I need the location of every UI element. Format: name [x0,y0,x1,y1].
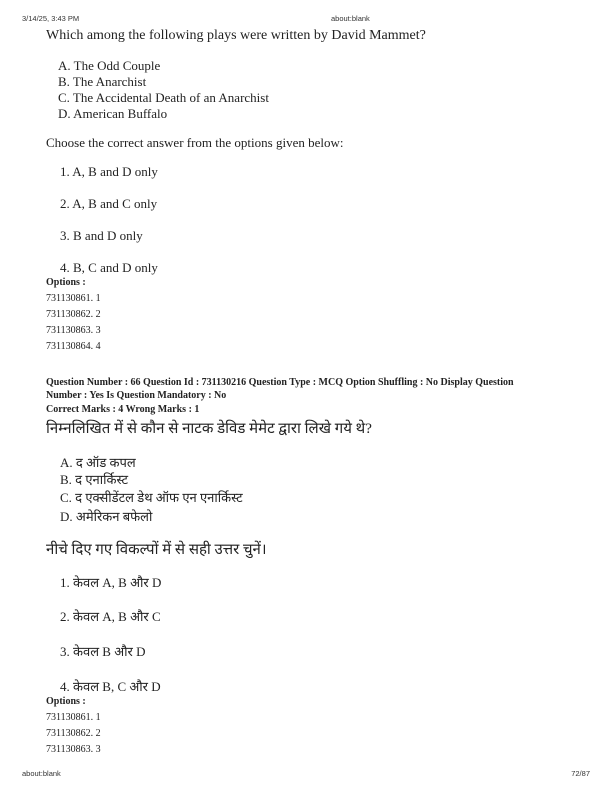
question-text-hindi: निम्नलिखित में से कौन से नाटक डेविड मेमेट द्वारा लिखे गये थे? [46,421,372,437]
option-code: 731130863. 3 [46,325,101,336]
statement-item: A. द ऑड कपल [60,455,136,470]
answer-choice: 4. B, C and D only [60,260,158,275]
answer-choice: 2. केवल A, B और C [60,609,161,624]
option-code: 731130864. 4 [46,341,101,352]
statement-item: A. The Odd Couple [58,58,161,73]
instruction-text: Choose the correct answer from the options given below: [46,135,344,150]
question-text: Which among the following plays were written by David Mammet? [46,28,426,43]
print-datetime: 3/14/25, 3:43 PM [22,14,80,23]
answer-choice: 1. केवल A, B और D [60,575,162,590]
statement-item: B. The Anarchist [58,74,147,89]
options-label: Options : [46,696,86,707]
options-label: Options : [46,277,86,288]
instruction-text: नीचे दिए गए विकल्पों में से सही उत्तर चुनें। [46,542,267,558]
statement-item: C. The Accidental Death of an Anarchist [58,90,269,105]
answer-choice: 1. A, B and D only [60,164,158,179]
answer-choice: 4. केवल B, C और D [60,679,161,694]
question-meta: Number : Yes Is Question Mandatory : No [46,390,227,401]
statement-item: B. द एनार्किस्ट [60,472,129,487]
answer-choice: 3. B and D only [60,228,143,243]
question-marks: Correct Marks : 4 Wrong Marks : 1 [46,404,200,415]
option-code: 731130862. 2 [46,728,101,739]
answer-choice: 2. A, B and C only [60,196,158,211]
print-url: about:blank [331,14,370,23]
option-code: 731130861. 1 [46,293,101,304]
answer-choice: 3. केवल B और D [60,644,146,659]
statement-item: D. American Buffalo [58,106,168,121]
statement-item: D. अमेरिकन बफेलो [60,509,153,524]
footer-url: about:blank [22,769,61,778]
option-code: 731130863. 3 [46,744,101,755]
option-code: 731130862. 2 [46,309,101,320]
page-number: 72/87 [571,769,590,778]
statement-item: C. द एक्सीडेंटल डेथ ऑफ एन एनार्किस्ट [60,490,243,505]
question-meta: Question Number : 66 Question Id : 731130216 Question Type : MCQ Option Shuffling : No Display Question [46,377,514,388]
option-code: 731130861. 1 [46,712,101,723]
